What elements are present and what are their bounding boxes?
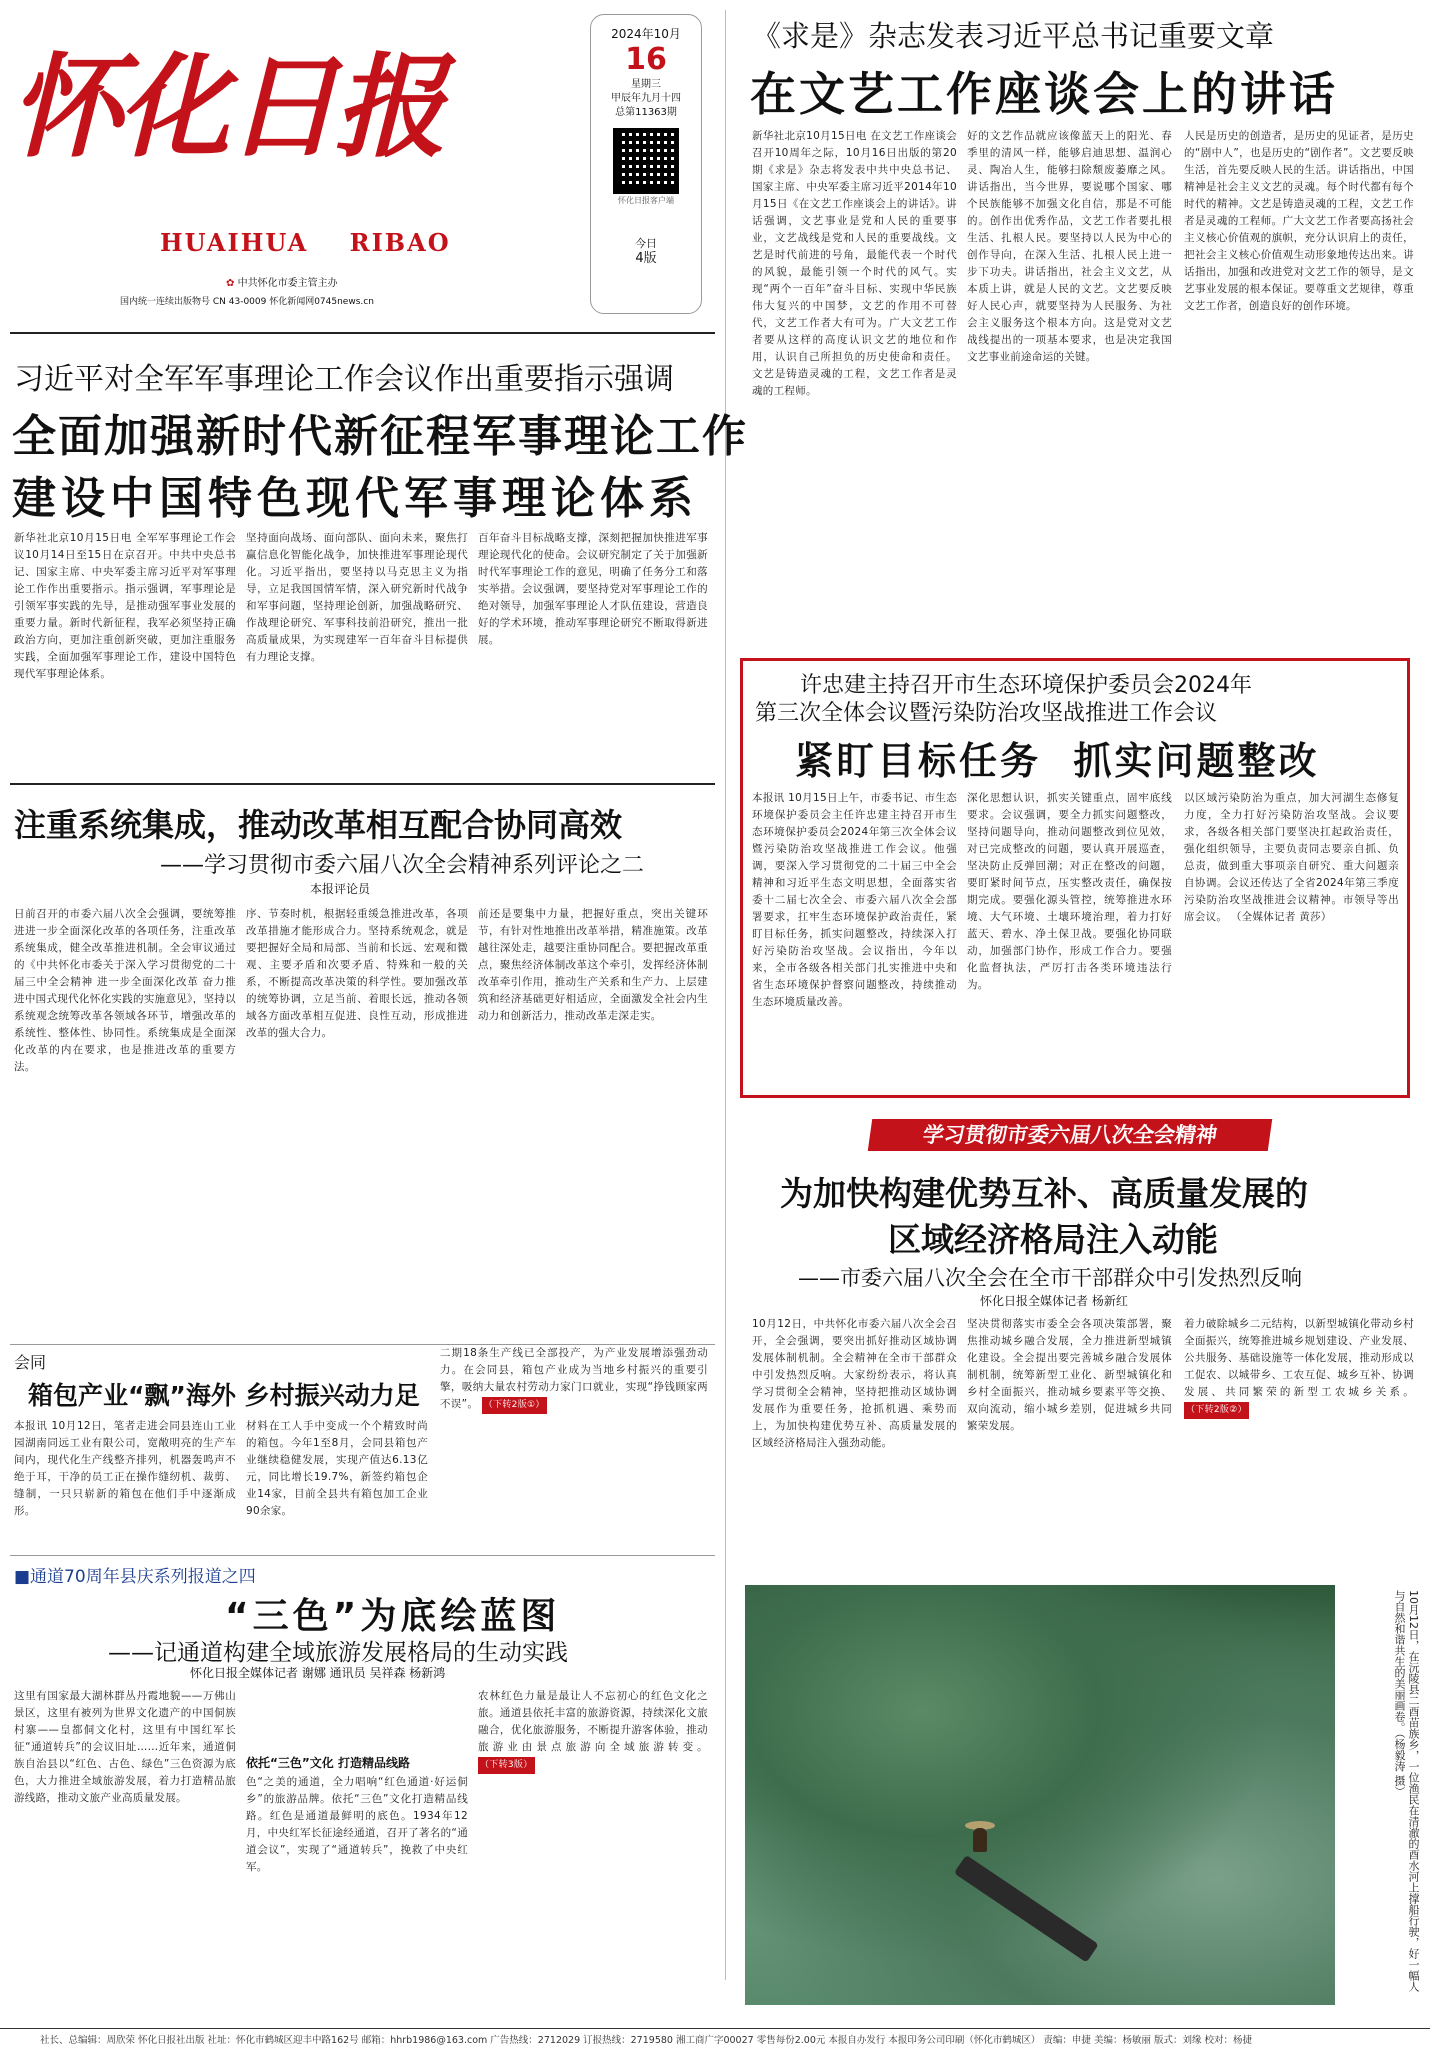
- road-title[interactable]: “三色”为底绘蓝图: [225, 1596, 561, 1637]
- commentary-byline: 本报评论员: [310, 882, 371, 896]
- qiushi-kicker[interactable]: 《求是》杂志发表习近平总书记重要文章: [752, 19, 1275, 53]
- regional-col-3-text: 着力破除城乡二元结构，以新型城镇化带动乡村全面振兴，统筹推进城乡规划建设、产业发展、公共服务、基础设施等一体化发展，推动形成以工促农、以城带乡、工农互促、城乡互补、协调发展、共同繁荣的新型工农城乡关系。: [1184, 1318, 1414, 1398]
- boatman: [973, 1828, 987, 1852]
- date-box: [590, 14, 702, 314]
- ecology-col-3: [1184, 790, 1399, 1088]
- photo-caption: 10月12日，在沅陵县二酉苗族乡，一位渔民在清澈的酉水河上撑船行驶，好一幅人与自然和谐共生的美丽画卷。（杨毅涛 摄）: [1393, 1590, 1420, 1992]
- issue-number: 总第11363期: [615, 107, 677, 118]
- section-banner: 学习贯彻市委六届八次全会精神: [868, 1119, 1272, 1151]
- road-subtitle: ——记通道构建全域旅游发展格局的生动实践: [108, 1640, 568, 1666]
- qr-caption: 怀化日报客户端: [618, 196, 674, 205]
- road-byline: 怀化日报全媒体记者 谢娜 通讯员 吴祥森 杨新鸿: [190, 1666, 446, 1680]
- center-divider: [725, 10, 726, 1980]
- ecology-col-1: 本报讯 10月15日上午，市委书记、市生态环境保护委员会主任许忠建主持召开市生态环境保护委员会2024年第三次全体会议暨污染防治攻坚战推进工作会议。他强调，要深入学习贯彻党的二十届三中全会精神和习近平生态文明思想，全面落实省委十二届七次全会、市委六届八次全会部署要求，扛牢生态环境保护政治责任，紧盯目标任务，抓实问题整改，持续深入打好污染防治攻坚战。会议指出，今年以来，全市各级各相关部门扎实推进中央和省生态环境保护督察问题整改，持续推动生态环境质量改善。: [752, 792, 957, 1008]
- road-col-3: [478, 1688, 708, 2018]
- imprint-footer: 社长、总编辑：周欣荣 怀化日报社出版 社址：怀化市鹤城区迎丰中路162号 邮箱：hhrb1986@163.com 广告热线：2712029 订报热线：2719580 湘工商广字00027 零售每份2.00元 本报自办发行 本报印务公司印刷（怀化市鹤城区） 责编：申捷 美编：杨敏丽 版式：刘缘 校对：杨捷: [0, 2028, 1430, 2051]
- regional-title-1[interactable]: 为加快构建优势互补、高质量发展的: [780, 1174, 1308, 1213]
- divider: [10, 332, 715, 334]
- road-subhead: 依托“三色”文化 打造精品线路: [246, 1756, 410, 1770]
- commentary-col-3: 前还是要集中力量，把握好重点，突出关键环节，有针对性地推出改革举措，精准施策。改革越往深处走，越要注重协同配合。要把握改革重点，聚焦经济体制改革这个牵引，发挥经济体制改革牵引作用，推动生产关系和生产力、上层建筑和经济基础更好相适应，全面激发全社会内生动力和创新活力，推动改革走深走实。: [478, 908, 708, 1022]
- regional-title-2[interactable]: 区域经济格局注入动能: [888, 1220, 1218, 1259]
- qiushi-col-3: 人民是历史的创造者，是历史的见证者，是历史的“剧中人”，也是历史的“剧作者”。文艺要反映生活，首先要反映人民的生活。讲话指出，中国精神是社会主义文艺的灵魂。每个时代都有每个时代的精神。文艺是铸造灵魂的工程，文艺工作者是灵魂的工程师。广大文艺工作者要高扬社会主义核心价值观的旗帜，充分认识肩上的责任，把社会主义核心价值观生动形象地传达出来。讲话指出，加强和改进党对文艺工作的领导，是文艺事业发展的根本保证。要尊重文艺规律，尊重文艺工作者，创造良好的创作环境。: [1184, 130, 1414, 312]
- military-col-2: 坚持面向战场、面向部队、面向未来，聚焦打赢信息化智能化战争，加快推进军事理论现代化。习近平指出，要坚持以马克思主义为指导，立足我国国情军情，深入研究新时代战争和军事问题，坚持理论创新，加强战略研究、作战理论研究、军事科技前沿研究，推出一批高质量成果，为实现建军一百年奋斗目标提供有力理论支撑。: [246, 532, 468, 663]
- road-col-1: 这里有国家最大湖林群丛丹霞地貌——万佛山景区，这里有被列为世界文化遗产的中国侗族村寨——皇都侗文化村，这里有中国红军长征“通道转兵”的会议旧址……近年来，通道侗族自治县以“红色、古色、绿色”三色资源为底色，大力推进全域旅游发展，着力打造精品旅游线路，推动文旅产业高质量发展。: [14, 1690, 236, 1804]
- ecology-kicker-2: 第三次全体会议暨污染防治攻坚战推进工作会议: [755, 701, 1218, 726]
- regional-col-3: [1184, 1316, 1414, 1574]
- commentary-title[interactable]: 注重系统集成，推动改革相互配合协同高效: [14, 806, 623, 844]
- road-section-label: ■通道70周年县庆系列报道之四: [14, 1567, 256, 1587]
- luggage-col-3-text: 二期18条生产线已全部投产，为产业发展增添强劲动力。在会同县，箱包产业成为当地乡村振兴的重要引擎，吸纳大量农村劳动力家门口就业，实现“挣钱顾家两不误”。: [440, 1347, 708, 1410]
- date-day: 16: [625, 42, 667, 77]
- luggage-col-3: [440, 1345, 708, 1550]
- ecology-col-3-text: 以区域污染防治为重点，加大河湖生态修复力度，全力打好污染防治攻坚战。会议要求，各级各相关部门要坚决扛起政治责任，强化组织领导，主要负责同志要亲自抓、负总责，做到重大事项亲自研究、重大问题亲自协调。会议还传达了全省2024年第三季度污染防治攻坚战推进会议精神。市领导等出席会议。: [1184, 792, 1399, 923]
- regional-subtitle: ——市委六届八次全会在全市干部群众中引发热烈反响: [798, 1266, 1302, 1290]
- military-title-1[interactable]: 全面加强新时代新征程军事理论工作: [12, 411, 748, 462]
- military-col-1: 新华社北京10月15日电 全军军事理论工作会议10月14日至15日在京召开。中共中央总书记、国家主席、中央军委主席习近平对军事理论工作作出重要指示。指示强调，军事理论是引领军事实践的先导，是推动强军事业发展的重要力量。新时代新征程，我军必须坚持正确政治方向，更加注重创新突破，更加注重服务实践，全面加强军事理论工作，建设中国特色现代军事理论体系。: [14, 532, 236, 680]
- commentary-col-1: 日前召开的市委六届八次全会强调，要统筹推进进一步全面深化改革的各项任务，注重改革系统集成，健全改革推进机制。全会审议通过的《中共怀化市委关于深入学习贯彻党的二十届三中全会精神 进一步全面深化改革 奋力推进中国式现代化怀化实践的实施意见》，坚持以系统观念统筹改革各领域各环节，增强改革的系统性、整体性、协同性。系统集成是全面深化改革的内在要求，也是推进改革的重要方法。: [14, 908, 236, 1073]
- ecology-kicker-1: 许忠建主持召开市生态环境保护委员会2024年: [800, 673, 1252, 698]
- publisher-text: 中共怀化市委主管主办: [237, 278, 338, 289]
- regional-col-1: 10月12日，中共怀化市委六届八次全会召开，全会强调，要突出抓好推动区域协调发展体制机制。全会精神在全市干部群众中引发热烈反响。大家纷纷表示，将认真学习贯彻全会精神，坚持把推动区域协调发展作为重要任务，抢抓机遇、乘势而上，为加快构建优势互补、高质量发展的区域经济格局注入强劲动能。: [752, 1318, 957, 1449]
- regional-jump-link[interactable]: （下转2版②）: [1184, 1402, 1249, 1419]
- divider: [10, 783, 715, 785]
- publisher-line: [226, 274, 338, 289]
- military-kicker[interactable]: 习近平对全军军事理论工作会议作出重要指示强调: [14, 362, 674, 397]
- ecology-byline: （全媒体记者 黄莎）: [1230, 911, 1332, 923]
- military-col-3: 百年奋斗目标战略支撑，深刻把握加快推进军事理论现代化的使命。会议研究制定了关于加强新时代军事理论工作的意见，明确了任务分工和落实举措。会议强调，要坚持党对军事理论工作的绝对领导，加强军事理论人才队伍建设，营造良好的学术环境，推动军事理论研究不断取得新进展。: [478, 532, 708, 646]
- road-col-3-text: 农林红色力量是最让人不忘初心的红色文化之旅。通道县依托丰富的旅游资源，持续深化文旅融合，优化旅游服务，不断提升游客体验，推动旅游业由景点旅游向全域旅游转变。: [478, 1690, 708, 1753]
- regional-byline: 怀化日报全媒体记者 杨新红: [980, 1294, 1128, 1308]
- newspaper-logo: 怀化日报: [10, 42, 442, 173]
- divider: [10, 1555, 715, 1556]
- party-emblem-icon: ✿: [226, 278, 235, 289]
- masthead-pinyin: HUAIHUA RIBAO: [160, 228, 451, 257]
- military-title-2[interactable]: 建设中国特色现代军事理论体系: [12, 473, 698, 524]
- commentary-subtitle: ——学习贯彻市委六届八次全会精神系列评论之二: [160, 853, 645, 878]
- wooden-boat: [954, 1855, 1099, 1963]
- road-col-2: 色“之美的通道，全力唱响“红色通道·好运侗乡”的旅游品牌。依托“三色”文化打造精品线路。红色是通道最鲜明的底色。1934年12月，中央红军长征途经通道，召开了著名的“通道会议”，实现了“通道转兵”，挽救了中央红军。: [246, 1776, 468, 1873]
- road-jump-link[interactable]: （下转3版）: [478, 1757, 535, 1774]
- qiushi-col-2: 好的文艺作品就应该像蓝天上的阳光、春季里的清风一样，能够启迪思想、温润心灵、陶冶人生，能够扫除颓废萎靡之风。讲话指出，当今世界，要说哪个国家、哪个民族能够不加强文化自信，那是不可能的。创作出优秀作品，文艺工作者要扎根生活、扎根人民。要坚持以人民为中心的创作导向，在深入生活、扎根人民上进一步下功夫。讲话指出，社会主义文艺，从本质上讲，就是人民的文艺。文艺要反映好人民心声，就要坚持为人民服务、为社会主义服务这个根本方向。这是党对文艺战线提出的一项基本要求，也是决定我国文艺事业前途命运的关键。: [967, 130, 1172, 363]
- luggage-location: 会同: [14, 1353, 47, 1372]
- ecology-title[interactable]: 紧盯目标任务 抓实问题整改: [795, 739, 1320, 783]
- qr-code-icon[interactable]: [613, 128, 679, 194]
- regional-col-2: 坚决贯彻落实市委全会各项决策部署，聚焦推动城乡融合发展，全力推进新型城镇化建设。全会提出要完善城乡融合发展体制机制，统筹新型工业化、新型城镇化和乡村全面振兴，推动城乡要素平等交换、双向流动，缩小城乡差别，促进城乡共同繁荣发展。: [967, 1318, 1172, 1432]
- luggage-jump-link[interactable]: （下转2版①）: [482, 1397, 547, 1414]
- pages-label: 今日: [635, 237, 657, 250]
- date-weekday: 星期三: [631, 79, 661, 90]
- pages-count: 4版: [635, 251, 657, 266]
- cn-number: 国内统一连续出版物号 CN 43-0009 怀化新闻网0745news.cn: [120, 297, 374, 307]
- luggage-col-2: 材料在工人手中变成一个个精致时尚的箱包。今年1至8月，会同县箱包产业继续稳健发展，实现产值达6.13亿元，同比增长19.7%，新签约箱包企业14家，目前全县共有箱包加工企业90余家。: [246, 1420, 428, 1517]
- date-lunar: 甲辰年九月十四: [611, 93, 681, 104]
- river-boat-photo[interactable]: [745, 1585, 1335, 2005]
- commentary-col-2: 序、节奏时机，根据轻重缓急推进改革，各项改革措施才能形成合力。坚持系统观念，就是要把握好全局和局部、当前和长远、宏观和微观、主要矛盾和次要矛盾、特殊和一般的关系，不断提高改革决策的科学性。要加强改革的统筹协调，立足当前、着眼长远，推动各领域各方面改革相互促进、良性互动，形成推进改革的强大合力。: [246, 908, 468, 1039]
- date-year-month: 2024年10月: [611, 27, 681, 41]
- ecology-col-2: 深化思想认识，抓实关键重点，固牢底线要求。会议强调，要全力抓实问题整改，坚持问题导向，推动问题整改到位见效，对已完成整改的问题，要认真开展巡查，坚决防止反弹回潮；对正在整改的问题，要盯紧时间节点，压实整改责任，确保按期完成。要强化源头管控，统筹推进水环境、大气环境、土壤环境治理，着力打好蓝天、碧水、净土保卫战。要强化协同联动，加强部门协作，形成工作合力。要强化监督执法，严厉打击各类环境违法行为。: [967, 792, 1172, 991]
- qiushi-col-1: 新华社北京10月15日电 在文艺工作座谈会召开10周年之际，10月16日出版的第20期《求是》杂志将发表中共中央总书记、国家主席、中央军委主席习近平2014年10月15日《在文艺工作座谈会上的讲话》。讲话强调，文艺事业是党和人民的重要事业，文艺战线是党和人民的重要战线。文艺是时代前进的号角，最能代表一个时代的风貌，最能引领一个时代的风气。实现“两个一百年”奋斗目标、实现中华民族伟大复兴的中国梦，文艺的作用不可替代，文艺工作者大有可为。广大文艺工作者要从这样的高度认识文艺的地位和作用，认识自己所担负的历史使命和责任。文艺是铸造灵魂的工程，文艺工作者是灵魂的工程师。: [752, 130, 957, 397]
- luggage-title[interactable]: 箱包产业“飘”海外 乡村振兴动力足: [28, 1381, 420, 1410]
- qiushi-title[interactable]: 在文艺工作座谈会上的讲话: [750, 67, 1338, 121]
- luggage-col-1: 本报讯 10月12日，笔者走进会同县连山工业园湖南同远工业有限公司，宽敞明亮的生产车间内，现代化生产线整齐排列，机器轰鸣声不绝于耳，干净的员工正在操作缝纫机、裁剪、缝制，一只只崭新的箱包在他们手中逐渐成形。: [14, 1420, 236, 1517]
